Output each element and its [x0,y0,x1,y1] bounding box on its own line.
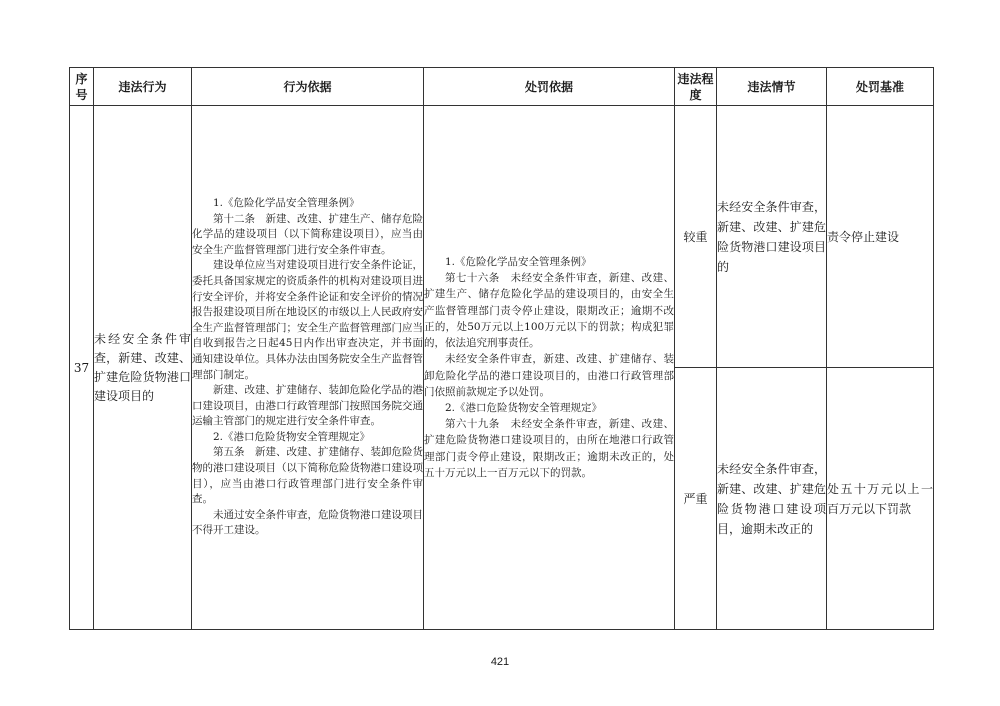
row-seq: 37 [70,106,94,630]
grade-standard-moderate: 责令停止建设 [827,106,934,368]
grade-standard-severe: 处五十万元以上一百万元以下罚款 [827,368,934,630]
grade-circumstance-severe: 未经安全条件审查，新建、改建、扩建危险货物港口建设项目，逾期未改正的 [717,368,827,630]
row-penalty-basis [424,106,675,630]
header-behavior: 违法行为 [94,68,192,106]
header-standard: 处罚基准 [827,68,934,106]
page-number: 421 [490,656,510,668]
basis-paragraph: 第五条 新建、改建、扩建储存、装卸危险货物的港口建设项目（以下简称危险货物港口建设项目），应当由港口行政管理部门进行安全条件审查。 [192,446,423,506]
header-circumstance: 违法情节 [717,68,827,106]
penalty-basis-paragraph: 第六十九条 未经安全条件审查，新建、改建、扩建危险货物港口建设项目的，由所在地港口行政管理部门责令停止建设，限期改正；逾期未改正的，处五十万元以上一百万元以下的罚款。 [424,418,674,479]
grade-level-severe: 严重 [675,368,717,630]
penalty-table [69,67,934,630]
penalty-basis-paragraph: 2.《港口危险货物安全管理规定》 [445,401,603,414]
grade-circumstance-moderate: 未经安全条件审查，新建、改建、扩建危险货物港口建设项目的 [717,106,827,368]
header-level: 违法程度 [675,68,717,106]
basis-paragraph: 建设单位应当对建设项目进行安全条件论证，委托具备国家规定的资质条件的机构对建设项目进行安全评价，并将安全条件论证和安全评价的情况报告报建设项目所在地设区的市级以上人民政府安全生产监督管理部门；安全生产监督管理部门应当自收到报告之日起45日内作出审查决定，并书面通知建设单位。具体办法由国务院安全生产监督管理部门制定。 [192,259,423,381]
penalty-basis-paragraph: 1.《危险化学品安全管理条例》 [445,256,592,269]
grade-level-moderate: 较重 [675,106,717,368]
header-penalty-basis: 处罚依据 [424,68,675,106]
penalty-basis-paragraph: 未经安全条件审查，新建、改建、扩建储存、装卸危险化学品的港口建设项目的，由港口行政管理部门依照前款规定予以处罚。 [424,353,674,398]
header-seq: 序号 [70,68,94,106]
basis-paragraph: 新建、改建、扩建储存、装卸危险化学品的港口建设项目，由港口行政管理部门按照国务院交通运输主管部门的规定进行安全条件审查。 [192,384,423,428]
basis-paragraph: 1.《危险化学品安全管理条例》 [213,196,360,209]
row-behavior: 未经安全条件审查，新建、改建、扩建危险货物港口建设项目的 [94,106,192,630]
penalty-basis-paragraph: 第七十六条 未经安全条件审查，新建、改建、扩建生产、储存危险化学品的建设项目的，由安全生产监督管理部门责令停止建设，限期改正；逾期不改正的，处50万元以上100万元以下的罚款；构成犯罪的，依法追究刑事责任。 [424,272,674,350]
header-row [70,68,934,106]
basis-paragraph: 2.《港口危险货物安全管理规定》 [213,430,371,443]
table-row [70,106,934,368]
basis-paragraph: 未通过安全条件审查，危险货物港口建设项目不得开工建设。 [192,508,423,537]
basis-paragraph: 第十二条 新建、改建、扩建生产、储存危险化学品的建设项目（以下简称建设项目），应当由安全生产监督管理部门进行安全条件审查。 [192,212,423,256]
header-basis: 行为依据 [192,68,424,106]
row-basis [192,106,424,630]
